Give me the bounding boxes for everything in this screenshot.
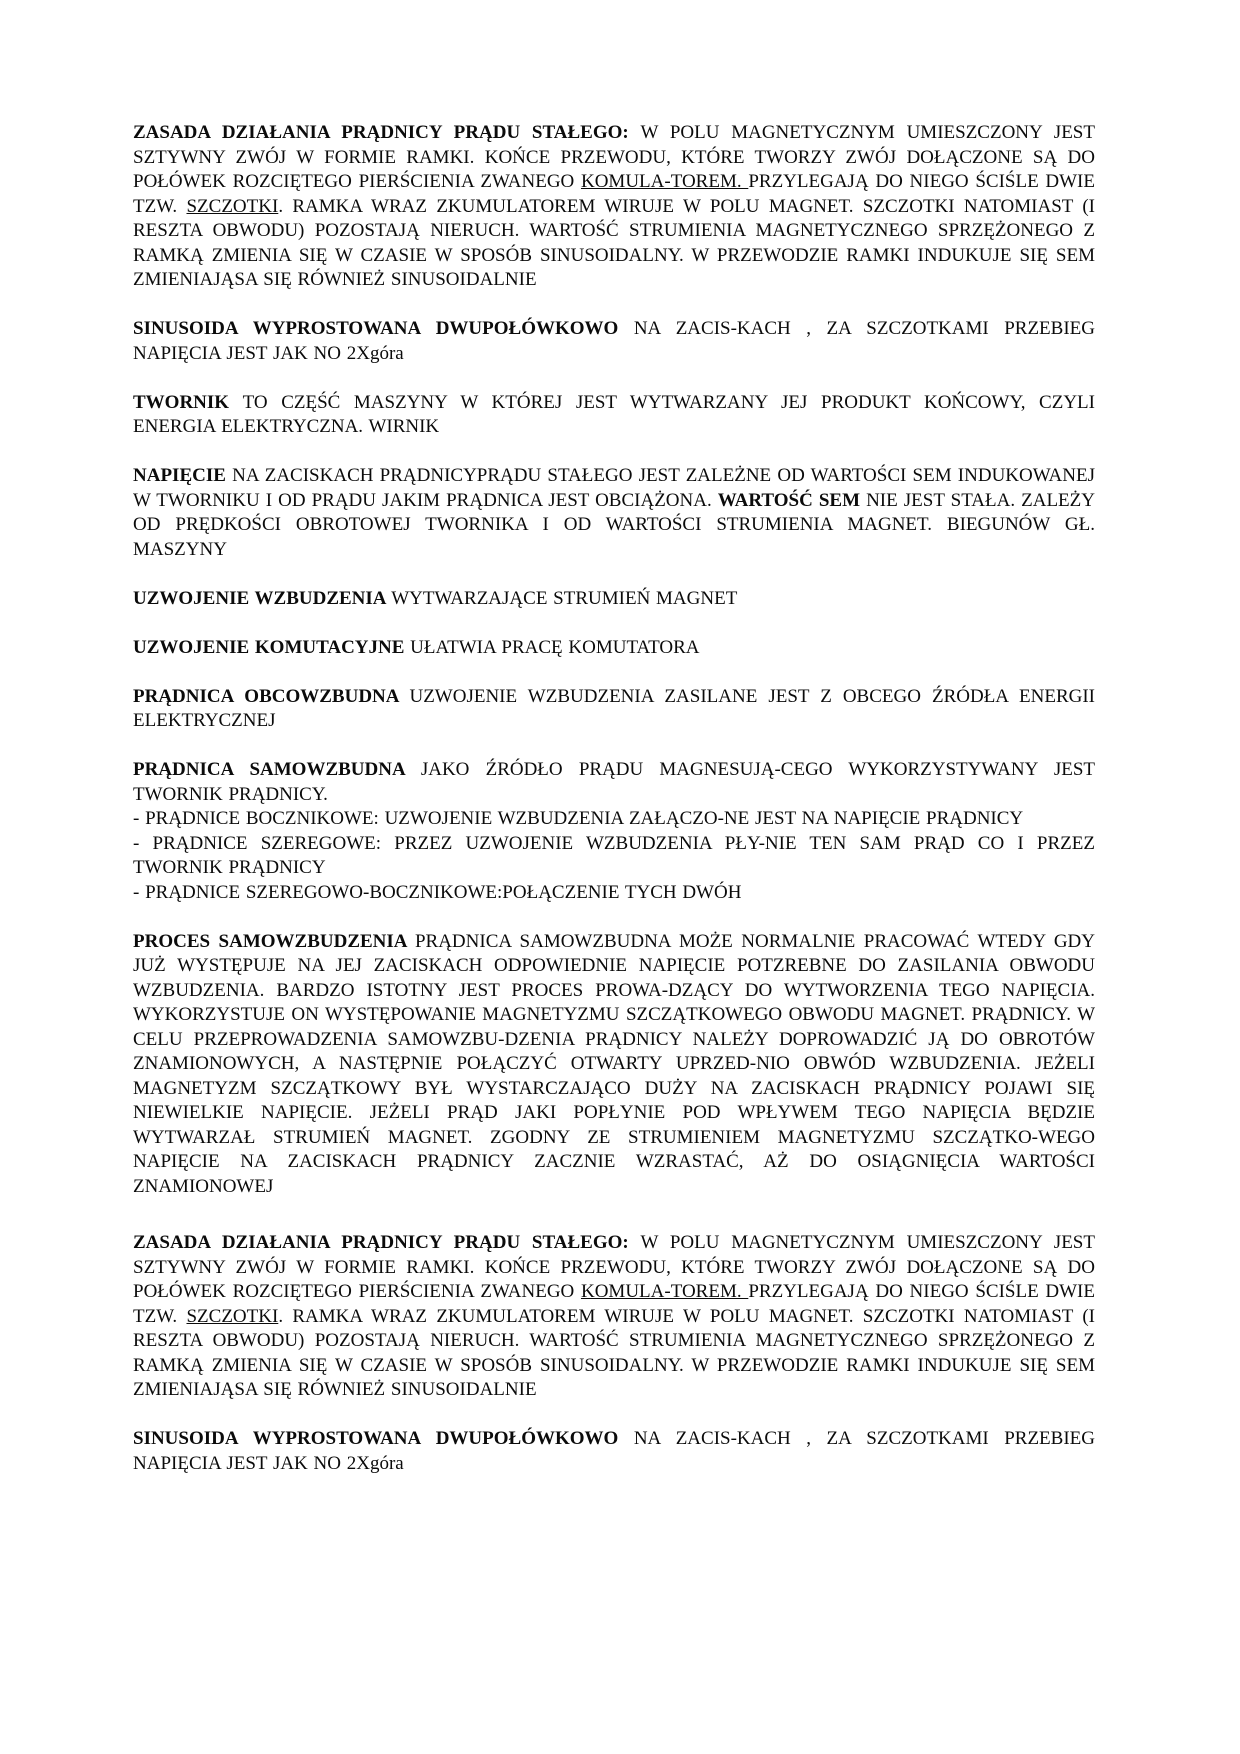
text-run: TWORNIK xyxy=(133,391,243,413)
paragraph-proces-samowzbudzenia xyxy=(133,930,1095,1200)
document-body xyxy=(133,121,1095,1476)
text-run: KOMULA-TOREM. xyxy=(580,1281,749,1302)
paragraph-pradnica-obcowzbudna xyxy=(133,685,1095,734)
text-run: JAKO ŹRÓDŁO PRĄDU MAGNESUJĄ-CEGO WYKORZYSTYWANY JEST TWORNIK PRĄDNICY. xyxy=(133,759,1096,805)
text-run: UZWOJENIE WZBUDZENIA xyxy=(133,587,392,609)
text-run: KOMULA-TOREM. xyxy=(580,171,749,192)
text-run: - PRĄDNICE BOCZNIKOWE: UZWOJENIE WZBUDZENIA ZAŁĄCZO-NE JEST NA NAPIĘCIE PRĄDNICY xyxy=(133,808,1024,829)
text-run: NA ZACIS-KACH , ZA SZCZOTKAMI PRZEBIEG NAPIĘCIA JEST JAK NO 2Xgóra xyxy=(133,318,1095,364)
text-run: ZASADA DZIAŁANIA PRĄDNICY PRĄDU STAŁEGO: xyxy=(133,122,641,143)
paragraph-zasada-dzialania xyxy=(133,121,1095,293)
paragraph-sinusoida-2 xyxy=(133,1427,1095,1476)
text-run: W POLU MAGNETYCZNYM UMIESZCZONY JEST SZTYWNY ZWÓJ W FORMIE RAMKI. KOŃCE PRZEWODU, KTÓRE TWORZY ZWÓJ DOŁĄCZONE SĄ DO POŁÓWEK ROZCIĘTEGO PIERŚCIENIA ZWANEGO xyxy=(133,1232,1095,1302)
text-run: W POLU MAGNETYCZNYM UMIESZCZONY JEST SZTYWNY ZWÓJ W FORMIE RAMKI. KOŃCE PRZEWODU, KTÓRE TWORZY ZWÓJ DOŁĄCZONE SĄ DO POŁÓWEK ROZCIĘTEGO PIERŚCIENIA ZWANEGO xyxy=(133,122,1095,192)
paragraph-napiecie xyxy=(133,464,1095,562)
text-run: NIE JEST STAŁA. ZALEŻY OD PRĘDKOŚCI OBROTOWEJ TWORNIKA I OD WARTOŚCI STRUMIENIA MAGNET. BIEGUNÓW GŁ. MASZYNY xyxy=(133,489,1095,560)
text-run: PRĄDNICA SAMOWZBUDNA xyxy=(133,759,421,780)
text-run: PRĄDNICA SAMOWZBUDNA MOŻE NORMALNIE PRACOWAĆ WTEDY GDY JUŻ WYSTĘPUJE NA JEJ ZACISKACH ODPOWIEDNIE NAPIĘCIE POTZREBNE DO ZASILANIA OBWODU WZBUDZENIA. BARDZO ISTOTNY JEST PROCES PROWA-DZĄCY DO WYTWORZENIA TEGO NAPIĘCIA. WYKORZYSTUJE ON WYSTĘPOWANIE MAGNETYZMU SZCZĄTKOWEGO OBWODU MAGNET. PRĄDNICY. W CELU PRZEPROWADZENIA SAMOWZBU-DZENIA PRĄDNICY NALEŻY DOPROWADZIĆ JĄ DO OBROTÓW ZNAMIONOWYCH, A NASTĘPNIE POŁĄCZYĆ OTWARTY UPRZED-NIO OBWÓD WZBUDZENIA. JEŻELI MAGNETYZM SZCZĄTKOWY BYŁ WYSTARCZAJĄCO DUŻY NA ZACISKACH PRĄDNICY POJAWI SIĘ NIEWIELKIE NAPIĘCIE. JEŻELI PRĄD JAKI POPŁYNIE POD WPŁYWEM TEGO NAPIĘCIA BĘDZIE WYTWARZAŁ STRUMIEŃ MAGNET. ZGODNY ZE STRUMIENIEM MAGNETYZMU SZCZĄTKO-WEGO NAPIĘCIE NA ZACISKACH PRĄDNICY ZACZNIE WZRASTAĆ, AŻ DO OSIĄGNIĘCIA WARTOŚCI ZNAMIONOWEJ xyxy=(133,930,1095,1197)
paragraph-pradnica-samowzbudna xyxy=(133,758,1095,905)
text-run: NA ZACISKACH PRĄDNICYPRĄDU STAŁEGO JEST ZALEŻNE OD WARTOŚCI SEM INDUKOWANEJ W TWORNIKU I OD PRĄDU JAKIM PRĄDNICA JEST OBCIĄŻONA. xyxy=(133,465,1096,511)
text-run: PRZYLEGAJĄ DO NIEGO ŚCIŚLE DWIE TZW. xyxy=(133,1281,1095,1327)
text-run: UZWOJENIE WZBUDZENIA ZASILANE JEST Z OBCEGO ŹRÓDŁA ENERGII ELEKTRYCZNEJ xyxy=(133,685,1095,731)
text-run: UŁATWIA PRACĘ KOMUTATORA xyxy=(410,636,700,658)
text-run: SINUSOIDA WYPROSTOWANA DWUPOŁÓWKOWO xyxy=(133,1428,634,1449)
paragraph-uzwojenie-wzbudzenia xyxy=(133,587,1095,612)
paragraph-zasada-dzialania-2 xyxy=(133,1231,1095,1403)
text-run: TO CZĘŚĆ MASZYNY W KTÓREJ JEST WYTWARZANY JEJ PRODUKT KOŃCOWY, CZYLI ENERGIA ELEKTRYCZNA. WIRNIK xyxy=(133,391,1095,437)
text-run: WARTOŚĆ SEM xyxy=(717,489,867,511)
text-run: - PRĄDNICE SZEREGOWO-BOCZNIKOWE:POŁĄCZENIE TYCH DWÓH xyxy=(133,881,742,903)
paragraph-sinusoida xyxy=(133,317,1095,366)
text-run: SZCZOTKI xyxy=(186,195,279,217)
text-run: UZWOJENIE KOMUTACYJNE xyxy=(133,636,411,658)
text-run: PRZYLEGAJĄ DO NIEGO ŚCIŚLE DWIE TZW. xyxy=(133,171,1095,217)
text-run: SZCZOTKI xyxy=(186,1305,279,1327)
paragraph-uzwojenie-komutacyjne xyxy=(133,636,1095,661)
text-run: NA ZACIS-KACH , ZA SZCZOTKAMI PRZEBIEG NAPIĘCIA JEST JAK NO 2Xgóra xyxy=(133,1428,1095,1474)
paragraph-twornik xyxy=(133,391,1095,440)
text-run: . RAMKA WRAZ ZKUMULATOREM WIRUJE W POLU MAGNET. SZCZOTKI NATOMIAST (I RESZTA OBWODU) POZOSTAJĄ NIERUCH. WARTOŚĆ STRUMIENIA MAGNETYCZNEGO SPRZĘŻONEGO Z RAMKĄ ZMIENIA SIĘ W CZASIE W SPOSÓB SINUSOIDALNY. W PRZEWODZIE RAMKI INDUKUJE SIĘ SEM ZMIENIAJĄSA SIĘ RÓWNIEŻ SINUSOIDALNIE xyxy=(133,195,1095,290)
text-run: - PRĄDNICE SZEREGOWE: PRZEZ UZWOJENIE WZBUDZENIA PŁY-NIE TEN SAM PRĄD CO I PRZEZ TWORNIK PRĄDNICY xyxy=(133,832,1095,878)
text-run: SINUSOIDA WYPROSTOWANA DWUPOŁÓWKOWO xyxy=(133,318,634,339)
text-run: NAPIĘCIE xyxy=(133,465,233,486)
text-run: . RAMKA WRAZ ZKUMULATOREM WIRUJE W POLU MAGNET. SZCZOTKI NATOMIAST (I RESZTA OBWODU) POZOSTAJĄ NIERUCH. WARTOŚĆ STRUMIENIA MAGNETYCZNEGO SPRZĘŻONEGO Z RAMKĄ ZMIENIA SIĘ W CZASIE W SPOSÓB SINUSOIDALNY. W PRZEWODZIE RAMKI INDUKUJE SIĘ SEM ZMIENIAJĄSA SIĘ RÓWNIEŻ SINUSOIDALNIE xyxy=(133,1305,1095,1400)
text-run: PROCES SAMOWZBUDZENIA xyxy=(133,930,415,952)
text-run: PRĄDNICA OBCOWZBUDNA xyxy=(133,685,410,707)
text-run: ZASADA DZIAŁANIA PRĄDNICY PRĄDU STAŁEGO: xyxy=(133,1232,641,1253)
text-run: WYTWARZAJĄCE STRUMIEŃ MAGNET xyxy=(391,587,738,609)
